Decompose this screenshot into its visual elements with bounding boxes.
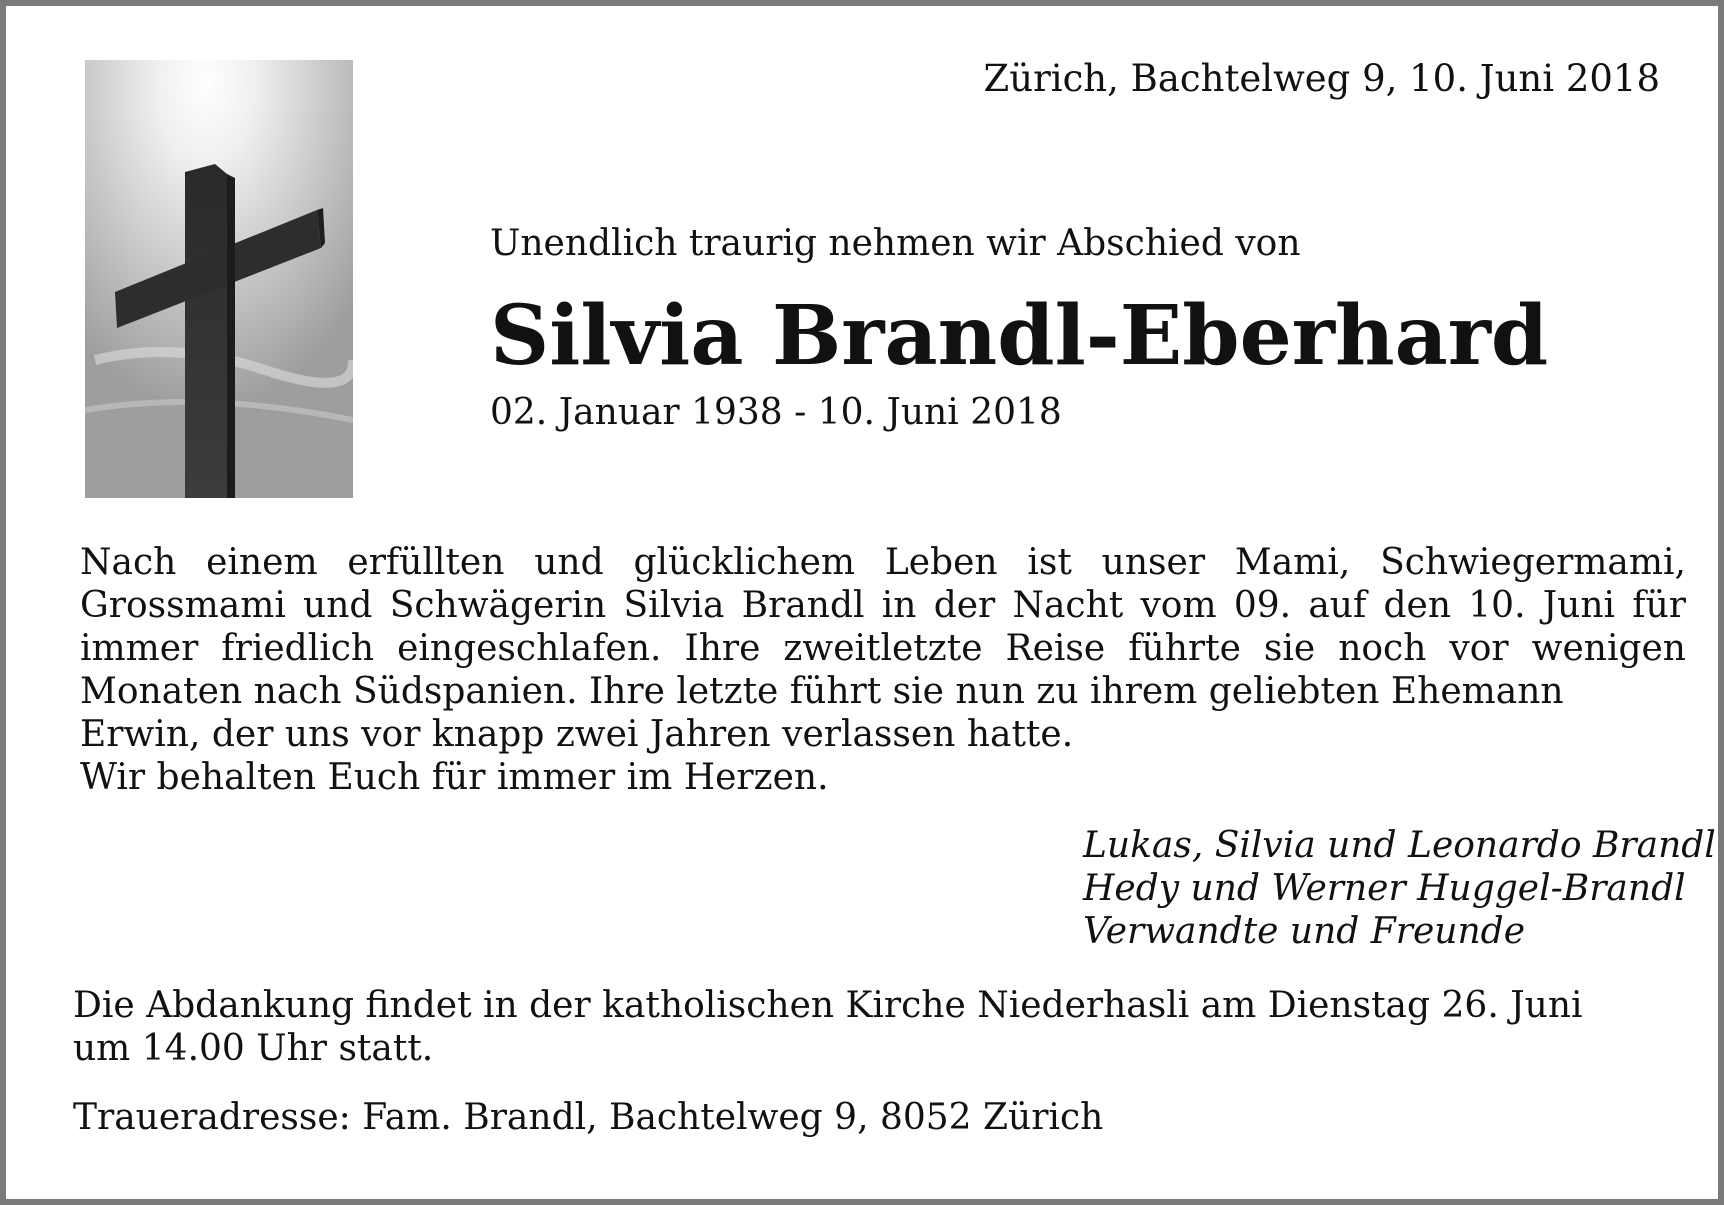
signer: Verwandte und Freunde [1083, 911, 1526, 952]
signer: Hedy und Werner Huggel-Brandl [1083, 868, 1686, 909]
service-line: Die Abdankung findet in der katholischen Kirche Niederhasli am Dienstag 26. Juni [73, 985, 1583, 1026]
signers-list [1083, 824, 1716, 953]
signer: Lukas, Silvia und Leonardo Brandl [1083, 825, 1716, 866]
intro-text: Unendlich traurig nehmen wir Abschied von [490, 223, 1301, 264]
body-line: Erwin, der uns vor knapp zwei Jahren verlassen hatte. [80, 714, 1074, 755]
body-line: Wir behalten Euch für immer im Herzen. [80, 757, 829, 798]
life-dates: 02. Januar 1938 - 10. Juni 2018 [490, 392, 1062, 433]
cross-photo-icon [85, 60, 353, 498]
body-line: immer friedlich eingeschlafen. Ihre zweitletzte Reise führte sie noch vor wenigen [80, 628, 1686, 669]
mourning-address: Traueradresse: Fam. Brandl, Bachtelweg 9, 8052 Zürich [73, 1097, 1104, 1138]
body-line: Grossmami und Schwägerin Silvia Brandl in der Nacht vom 09. auf den 10. Juni für [80, 585, 1686, 626]
body-line: Nach einem erfüllten und glücklichem Leben ist unser Mami, Schwiegermami, [80, 542, 1686, 583]
deceased-name: Silvia Brandl-Eberhard [490, 288, 1549, 384]
service-line: um 14.00 Uhr statt. [73, 1028, 434, 1069]
place-date: Zürich, Bachtelweg 9, 10. Juni 2018 [983, 57, 1660, 100]
obituary-body [80, 541, 1686, 799]
service-info [73, 984, 1583, 1070]
body-line: Monaten nach Südspanien. Ihre letzte führt sie nun zu ihrem geliebten Ehemann [80, 671, 1564, 712]
